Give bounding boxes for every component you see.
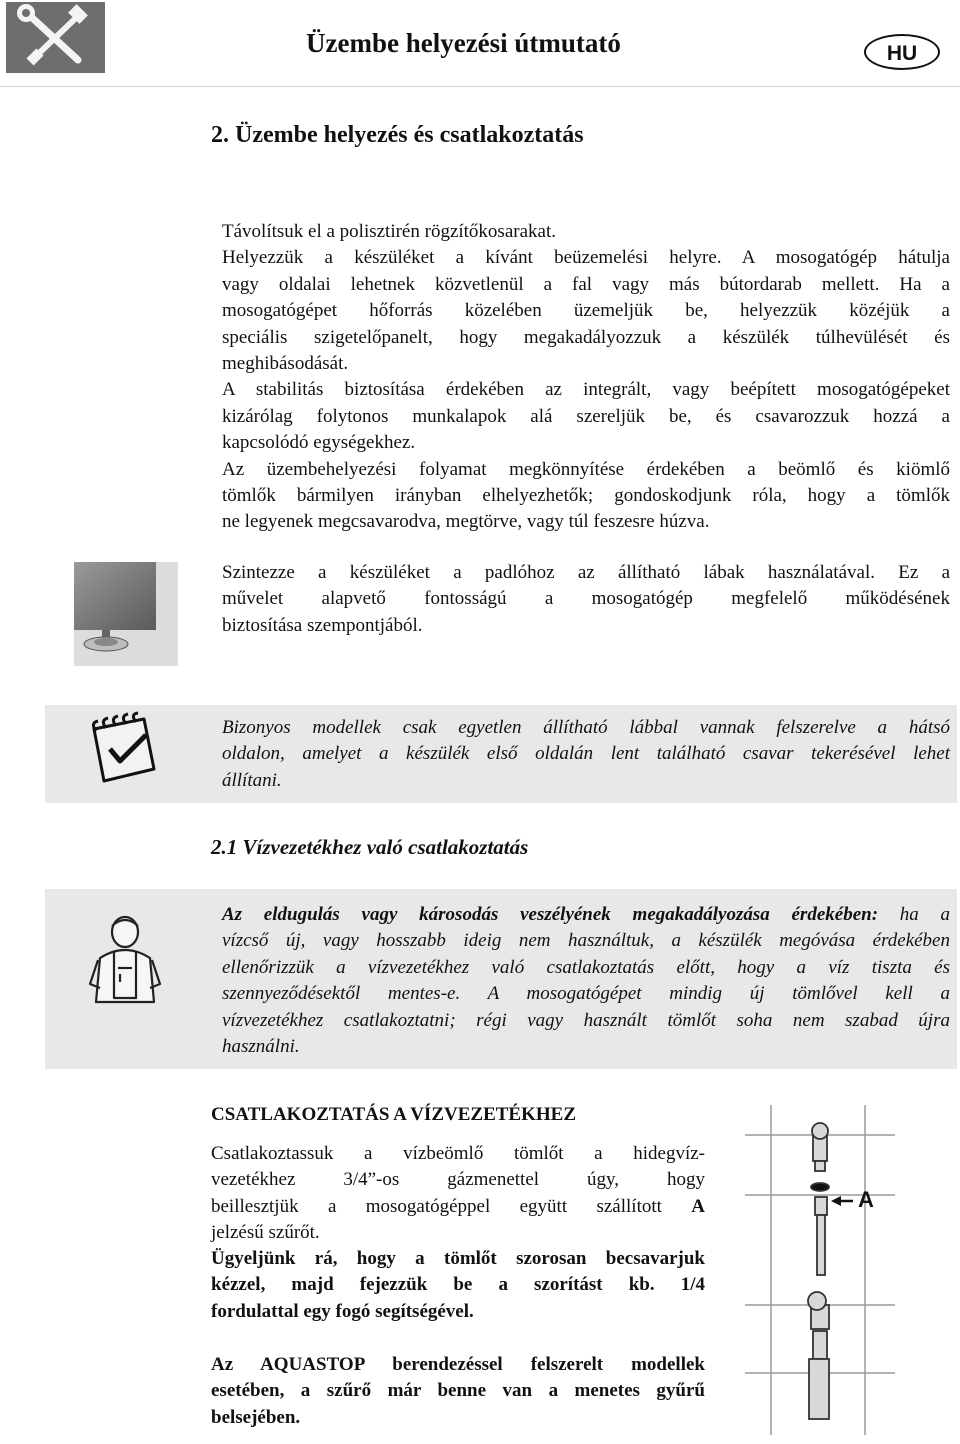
tap-connection-icon bbox=[745, 1105, 905, 1435]
warning-line: ellenőrizzük a vízvezetékhez való csatlakoztatás előtt, hogy a víz tiszta és bbox=[222, 956, 950, 978]
note-line: állítani. bbox=[222, 769, 282, 791]
warning-line bbox=[222, 902, 950, 928]
level-paragraph bbox=[222, 560, 950, 639]
aquastop-line: belsejében. bbox=[211, 1406, 301, 1428]
warning-bold: Az eldugulás vagy károsodás veszélyének megakadályozása érdekében: bbox=[222, 904, 879, 925]
figure-label: A bbox=[858, 1187, 874, 1212]
intro-line: mosogatógépet hőforrás közelében üzemeljük be, helyezzük közéjük a bbox=[222, 300, 950, 322]
level-line: biztosítása szempontjából. bbox=[222, 614, 423, 636]
intro-line: speciális szigetelőpanelt, hogy megakadályozzuk a készülék túlhevülését és bbox=[222, 326, 950, 348]
note-text bbox=[222, 715, 950, 794]
page-title: Üzembe helyezési útmutató bbox=[306, 28, 621, 58]
intro-line: kapcsolódó egységekhez. bbox=[222, 432, 416, 454]
connection-line: Csatlakoztassuk a vízbeömlő tömlőt a hidegvíz- bbox=[211, 1143, 705, 1164]
level-line: művelet alapvető fontosságú a mosogatógép megfelelő működésének bbox=[222, 588, 950, 610]
tighten-paragraph bbox=[211, 1246, 705, 1325]
intro-line: kizárólag folytonos munkalapok alá szereljük be, és csavarozzuk hozzá a bbox=[222, 405, 950, 427]
warning-line: szennyeződésektől mentes-e. A mosogatógépet mindig új tömlővel kell a bbox=[222, 983, 950, 1005]
connection-line: vezetékhez 3/4”-os gázmenettel úgy, hogy bbox=[211, 1169, 705, 1191]
note-line: Bizonyos modellek csak egyetlen állítható lábbal vannak felszerelve a hátsó bbox=[222, 717, 950, 738]
filter-letter: A bbox=[691, 1195, 705, 1217]
warning-line: használni. bbox=[222, 1036, 300, 1058]
tools-icon bbox=[6, 2, 105, 73]
intro-line: tömlők bármilyen irányban elhelyezhetők; gondoskodjunk róla, hogy a tömlők bbox=[222, 485, 950, 507]
aquastop-line: Az AQUASTOP berendezéssel felszerelt modellek bbox=[211, 1354, 705, 1375]
warning-line: vízcső új, vagy hosszabb ideig nem használtuk, a készülék megóvása érdekében bbox=[222, 930, 950, 952]
connection-line-text: beillesztjük a mosogatógéppel együtt szállított bbox=[211, 1195, 662, 1217]
connection-heading: CSATLAKOZTATÁS A VÍZVEZETÉKHEZ bbox=[211, 1104, 576, 1125]
intro-line: Az üzembehelyezési folyamat megkönnyítése érdekében a beömlő és kiömlő bbox=[222, 458, 950, 480]
tighten-line: Ügyeljünk rá, hogy a tömlőt szorosan becsavarjuk bbox=[211, 1248, 705, 1269]
intro-paragraphs bbox=[222, 219, 950, 536]
notepad-check-icon bbox=[84, 711, 164, 789]
warning-first-rest: ha a bbox=[878, 904, 951, 925]
intro-line: meghibásodását. bbox=[222, 353, 349, 375]
tighten-line: kézzel, majd fejezzük be a szorítást kb. 1/4 bbox=[211, 1274, 705, 1296]
technician-icon bbox=[84, 912, 166, 1008]
note-line: oldalon, amelyet a készülék első oldalán lent található csavar tekerésével lehet bbox=[222, 743, 950, 765]
aquastop-paragraph bbox=[211, 1352, 705, 1431]
header-divider bbox=[0, 86, 960, 87]
level-line: Szintezze a készüléket a padlóhoz az állítható lábak használatával. Ez a bbox=[222, 562, 950, 583]
adjustable-foot-icon bbox=[74, 562, 178, 666]
warning-text bbox=[222, 902, 950, 1060]
intro-line: ne legyenek megcsavarodva, megtörve, vagy túl feszesre húzva. bbox=[222, 511, 710, 533]
warning-line: vízvezetékhez csatlakoztatni; régi vagy használt tömlőt soha nem szabad újra bbox=[222, 1009, 950, 1031]
section-heading: 2. Üzembe helyezés és csatlakoztatás bbox=[211, 122, 584, 148]
connection-line: jelzésű szűrőt. bbox=[211, 1222, 320, 1244]
connection-line bbox=[211, 1194, 705, 1220]
aquastop-line: esetében, a szűrő már benne van a menetes gyűrű bbox=[211, 1380, 705, 1402]
language-badge: HU bbox=[864, 34, 940, 70]
intro-line: Távolítsuk el a polisztirén rögzítőkosarakat. bbox=[222, 221, 556, 242]
intro-line: Helyezzük a készüléket a kívánt beüzemelési helyre. A mosogatógép hátulja bbox=[222, 247, 950, 269]
subsection-heading: 2.1 Vízvezetékhez való csatlakoztatás bbox=[211, 835, 529, 859]
tighten-line: fordulattal egy fogó segítségével. bbox=[211, 1300, 474, 1322]
intro-line: vagy oldalai lehetnek közvetlenül a fal vagy más bútordarab mellett. Ha a bbox=[222, 273, 950, 295]
connection-paragraph bbox=[211, 1141, 705, 1247]
intro-line: A stabilitás biztosítása érdekében az integrált, vagy beépített mosogatógépeket bbox=[222, 379, 950, 401]
